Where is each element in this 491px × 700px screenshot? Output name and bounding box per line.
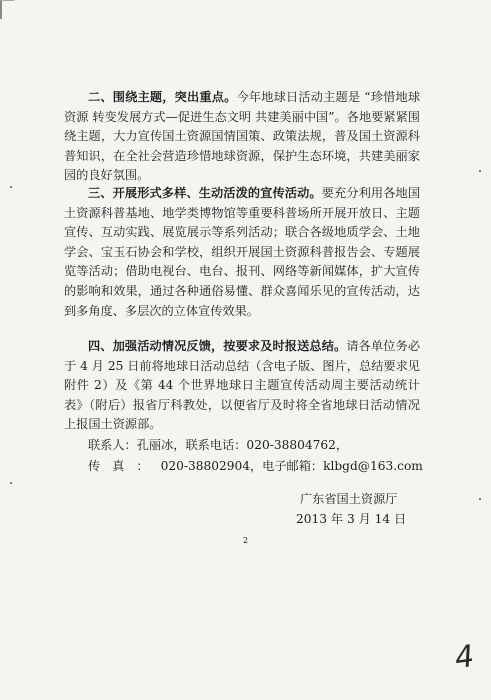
page-number: 2 [243,536,249,545]
scan-speck [10,186,12,188]
fax-and-email: 020-38802904，电子邮箱：klbgd@163.com [160,459,423,473]
scan-speck [10,482,12,484]
scan-speck [479,498,481,500]
section-3-paragraph [64,184,420,321]
section-2-paragraph [64,88,420,186]
section-4-body: 请各单位务必于 4 月 25 日前将地球日活动总结（含电子版、图片，总结要求见附件 2）及《第 44 个世界地球日主题宣传活动周主要活动统计表》（附后）报省厅科教处，以便省厅及时将全省地球日活动情况上报国土资源部。 [64,339,421,432]
handwritten-page-number: 4 [452,638,477,677]
section-2-body: 今年地球日活动主题是 “珍惜地球资源 转变发展方式—促进生态文明 共建美丽中国”。各地要紧紧围绕主题，大力宣传国土资源国情国策、政策法规，普及国土资源科普知识，在全社会营造珍惜地球资源，保护生态环境，共建美丽家园的良好氛围。 [64,90,421,183]
section-4-paragraph [64,337,420,435]
fax-label: 传真： [88,459,161,473]
page-corner-mark [0,0,14,19]
contact-fax-line [88,457,423,476]
section-3-body: 要充分利用各地国土资源科普基地、地学类博物馆等重要科普场所开展开放日、主题宣传、互动实践、展览展示等系列活动；联合各级地质学会、土地学会、宝玉石协会和学校，组织开展国土资源科普报告会、专题展览等活动；借助电视台、电台、报刊、网络等新闻媒体，扩大宣传的影响和效果，通过各种通俗易懂、群众喜闻乐见的宣传活动，达到多角度、多层次的立体宣传效果。 [64,186,421,318]
signature-organization: 广东省国土资源厅 [300,492,398,506]
section-2-heading: 二、围绕主题，突出重点。 [88,90,237,104]
section-3-heading: 三、开展形式多样、生动活泼的宣传活动。 [88,186,322,200]
contact-person-line: 联系人：孔丽冰，联系电话：020-38804762， [88,438,349,452]
scan-speck [479,170,481,172]
section-4-heading: 四、加强活动情况反馈，按要求及时报送总结。 [88,339,347,353]
signature-date: 2013 年 3 月 14 日 [296,512,407,526]
